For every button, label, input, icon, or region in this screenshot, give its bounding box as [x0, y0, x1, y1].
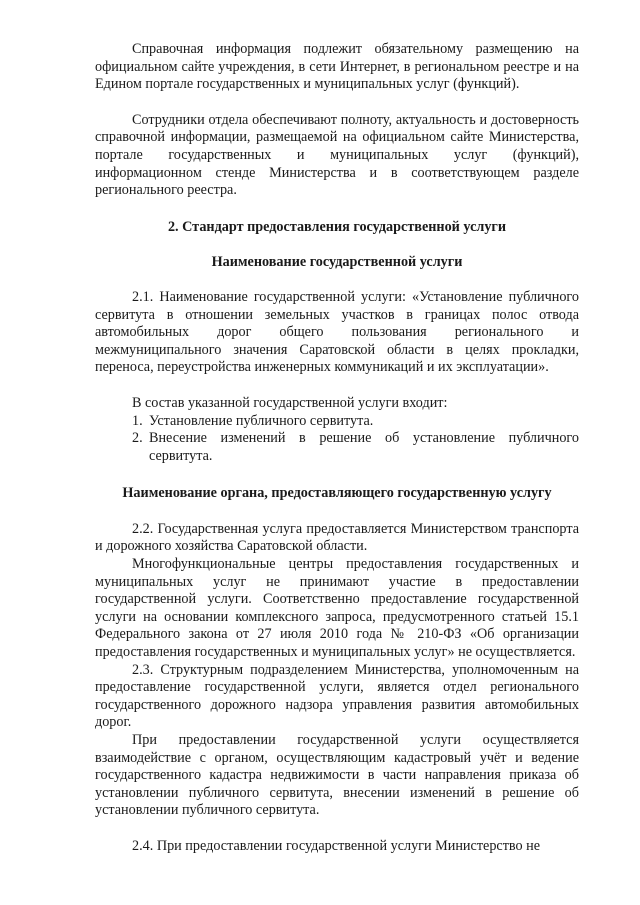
paragraph-2-4: 2.4. При предоставлении государственной услуги Министерство не: [132, 837, 541, 854]
paragraph-2-2-mfc: Многофункциональные центры предоставления государственных и муниципальных услуг не принимают участие в предоставлении государственной услуги. Соответственно предоставление государственной услуги на основании комплексного запроса, предусмотренного статьей 15.1 Федерального закона от 27 июля 2010 года № 210-ФЗ «Об организации предоставления государственных и муниципальных услуг» не осуществляется.: [95, 556, 579, 661]
paragraph-2-2: 2.2. Государственная услуга предоставляется Министерством транспорта и дорожного хозяйства Саратовской области.: [95, 520, 579, 555]
paragraph-2-1: 2.1. Наименование государственной услуги: «Установление публичного сервитута в отношении земельных участков в границах полос отвода автомобильных дорог общего пользования регионального и межмуниципального значения Саратовской области в целях прокладки, переноса, переустройства инженерных коммуникаций и их эксплуатации».: [95, 288, 579, 376]
list-item-text: Внесение изменений в решение об установление публичного сервитута.: [149, 430, 579, 464]
paragraph-reference-info: Справочная информация подлежит обязательному размещению на официальном сайте учреждения, в сети Интернет, в региональном реестре и на Едином портале государственных и муниципальных услуг (функций).: [95, 41, 579, 93]
paragraph-staff-responsibility: Сотрудники отдела обеспечивают полноту, актуальность и достоверность справочной информации, размещаемой на официальном сайте Министерства, портале государственных и муниципальных услуг (функций), информационном стенде Министерства и в соответствующем разделе регионального реестра.: [95, 111, 579, 199]
paragraph-2-3: 2.3. Структурным подразделением Министерства, уполномоченным на предоставление государственной услуги, является отдел регионального государственного дорожного надзора управления развития автомобильных дорог.: [95, 661, 579, 731]
subheading-providing-authority: Наименование органа, предоставляющего государственную услугу: [122, 485, 552, 502]
document-body: [95, 41, 579, 856]
section-2-title: 2. Стандарт предоставления государственной услуги: [167, 218, 507, 235]
paragraph-2-3-interaction: При предоставлении государственной услуги осуществляется взаимодействие с органом, осуществляющим кадастровый учёт и ведение государственного кадастра недвижимости в части направления приказа об установлении публичного сервитута, внесении изменений в решение об установлении публичного сервитута.: [95, 732, 579, 819]
list-item-text: Установление публичного сервитута.: [149, 412, 374, 429]
list-item: [95, 413, 579, 431]
list-item-number: 2.: [132, 430, 143, 447]
service-components-list: [95, 413, 579, 466]
list-item: [95, 430, 579, 465]
subheading-service-name: Наименование государственной услуги: [211, 254, 463, 271]
list-intro: В состав указанной государственной услуги входит:: [132, 394, 448, 411]
list-item-number: 1.: [132, 412, 143, 429]
